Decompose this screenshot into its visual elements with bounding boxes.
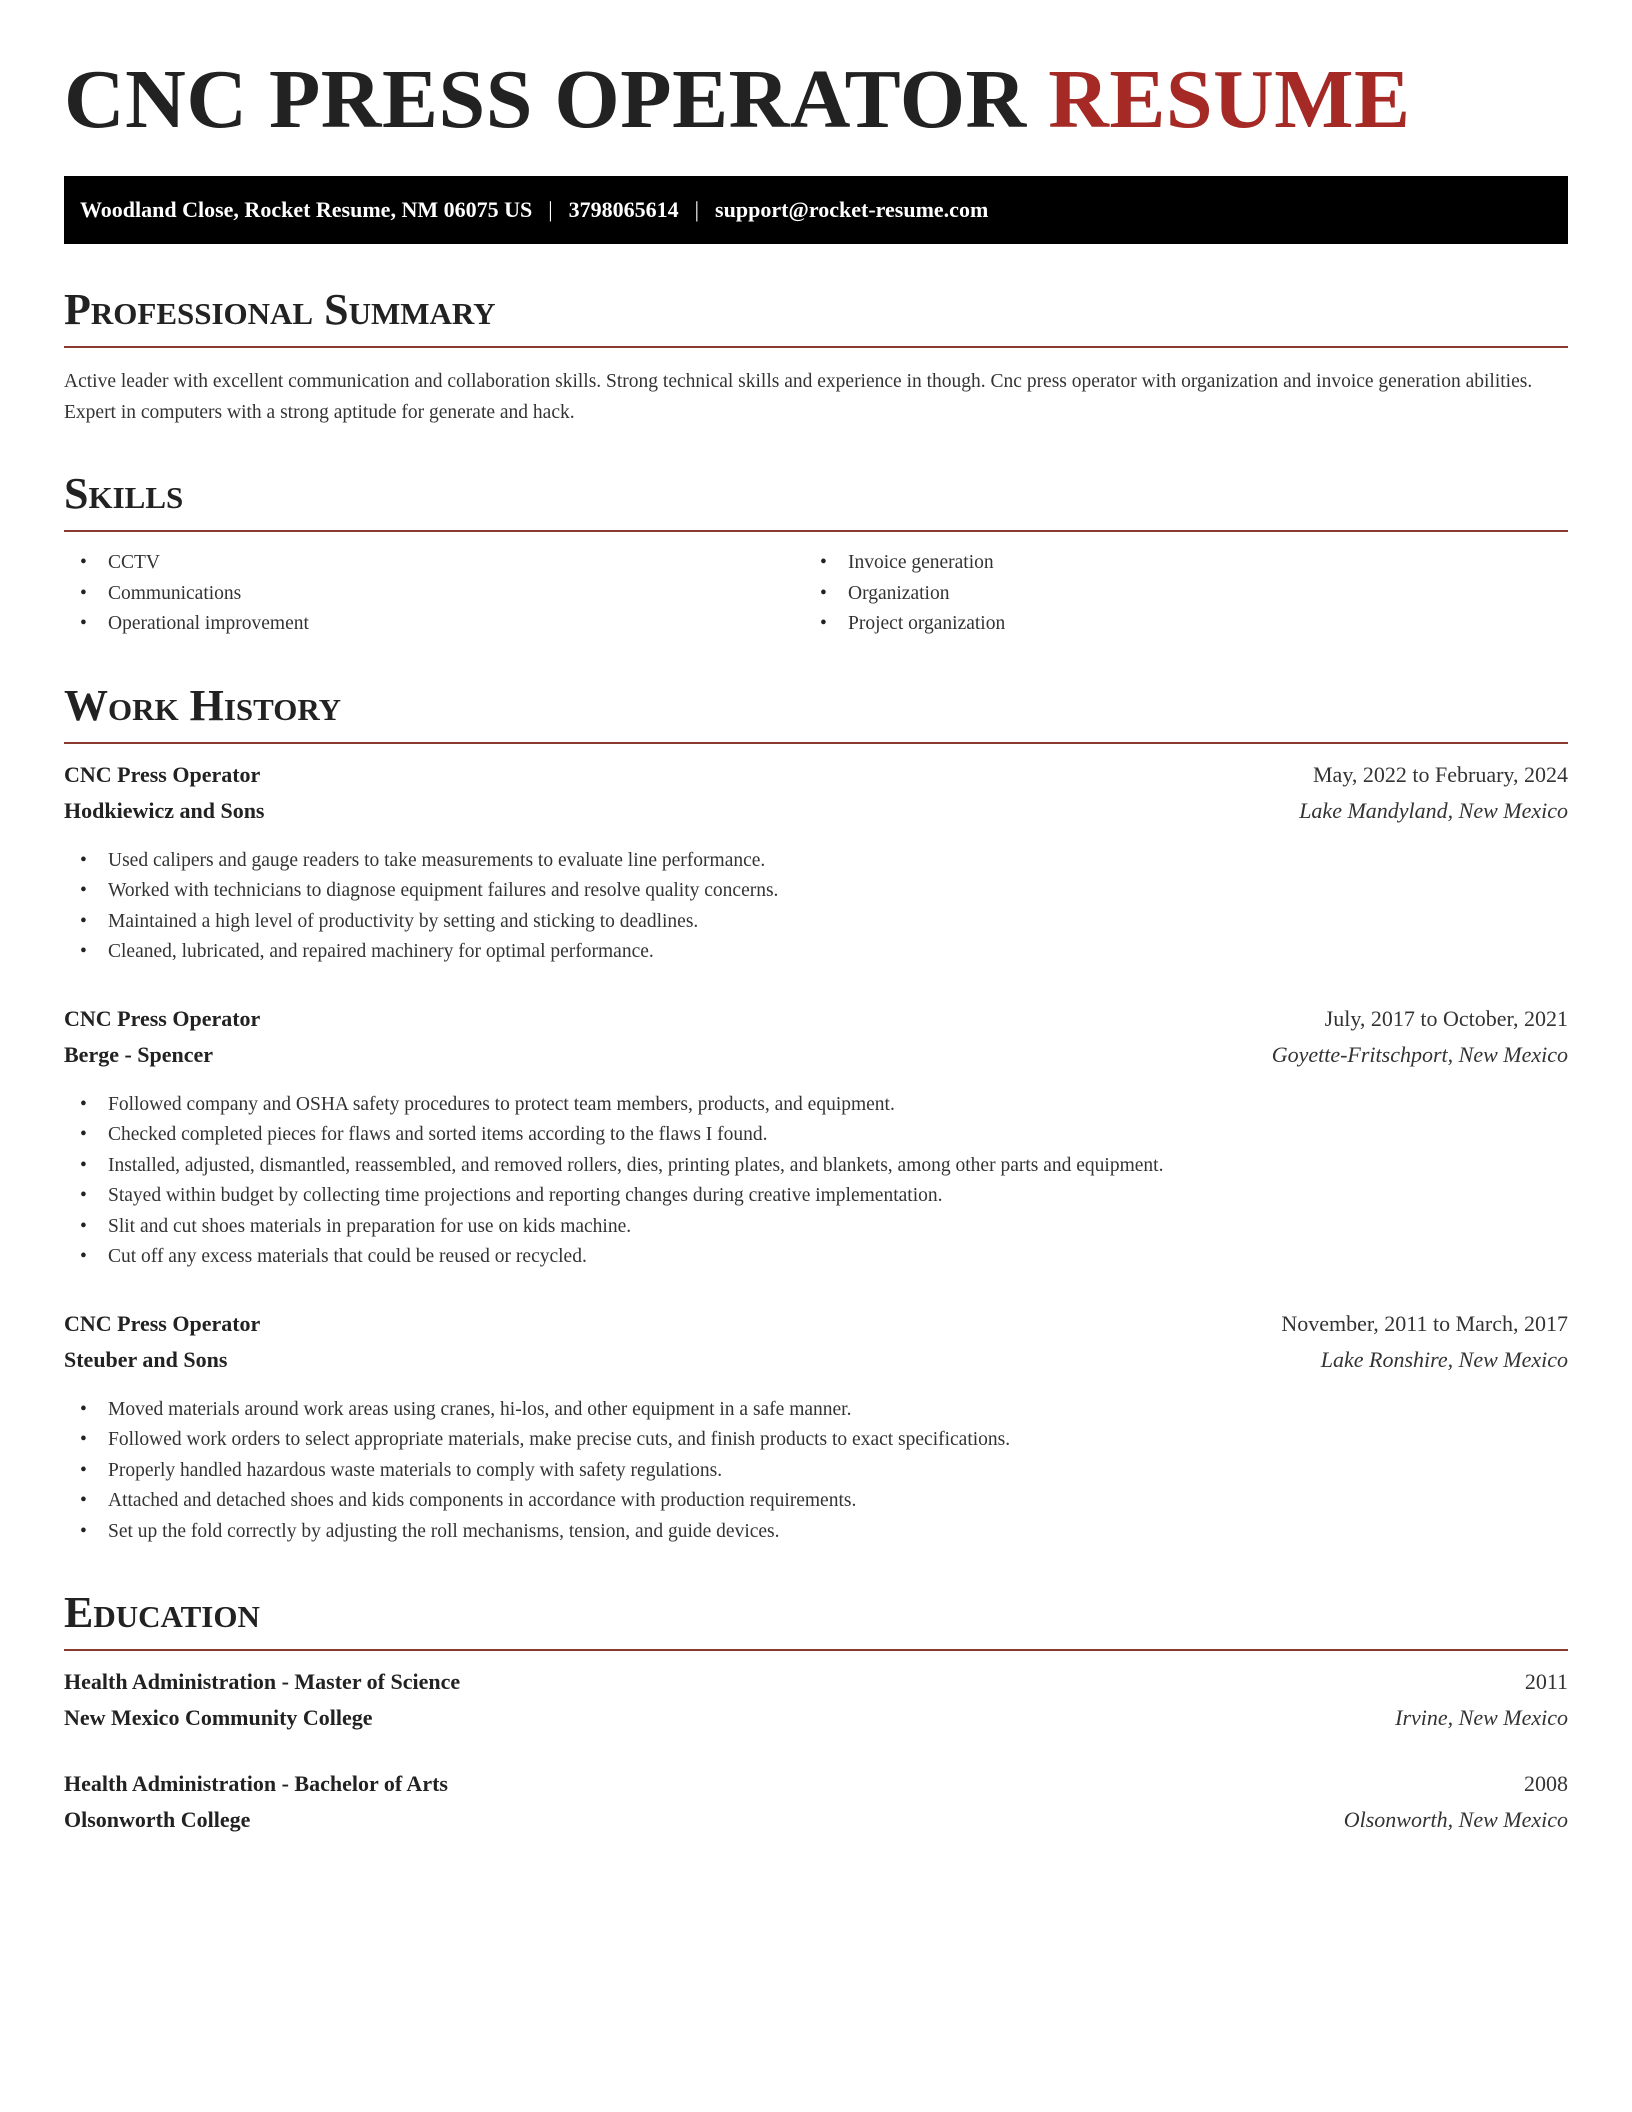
job-bullet: • Worked with technicians to diagnose equipment failures and resolve quality concerns. (64, 876, 1568, 907)
skill-item: • Operational improvement (64, 609, 804, 640)
contact-address: Woodland Close, Rocket Resume, NM 06075 US (80, 197, 533, 222)
education-entry (64, 1771, 1568, 1843)
job-bullet: • Used calipers and gauge readers to take measurements to evaluate line performance. (64, 846, 1568, 877)
skill-item: • Project organization (804, 609, 1544, 640)
job-entry (64, 762, 1568, 968)
job-company: Berge - Spencer (64, 1041, 214, 1067)
summary-section (64, 285, 1568, 428)
title-accent: RESUME (1048, 53, 1411, 146)
education-school: New Mexico Community College (64, 1705, 373, 1730)
title-main: CNC PRESS OPERATOR (64, 53, 1027, 146)
job-bullet: • Followed work orders to select appropriate materials, make precise cuts, and finish products to exact specifications. (64, 1425, 1568, 1456)
job-bullet: • Checked completed pieces for flaws and sorted items according to the flaws I found. (64, 1120, 1568, 1151)
job-location: Lake Mandyland, New Mexico (1299, 797, 1568, 823)
job-entry (64, 1006, 1568, 1273)
job-dates: November, 2011 to March, 2017 (1281, 1310, 1568, 1336)
job-entry (64, 1311, 1568, 1548)
work-history-heading: Work History (64, 684, 1568, 744)
education-location: Irvine, New Mexico (1395, 1705, 1568, 1730)
skill-item: • Invoice generation (804, 548, 1544, 579)
education-degree: Health Administration - Bachelor of Arts (64, 1771, 448, 1796)
education-degree: Health Administration - Master of Science (64, 1669, 461, 1694)
education-year: 2011 (1524, 1669, 1568, 1694)
job-location: Lake Ronshire, New Mexico (1320, 1346, 1568, 1372)
job-company: Hodkiewicz and Sons (64, 797, 265, 823)
contact-email: support@rocket-resume.com (715, 197, 989, 222)
summary-text: Active leader with excellent communication and collaboration skills. Strong technical skills and experience in though. Cnc press operator with organization and invoice generation abilities. Expert in computers with a strong aptitude for generate and hack. (64, 371, 1533, 423)
skills-grid (64, 548, 1568, 640)
job-title: CNC Press Operator (64, 1310, 261, 1336)
education-heading: Education (64, 1591, 1568, 1651)
skills-column-left (64, 548, 804, 640)
job-bullet: • Set up the fold correctly by adjusting the roll mechanisms, tension, and guide devices. (64, 1517, 1568, 1548)
job-bullet: • Maintained a high level of productivity by setting and sticking to deadlines. (64, 907, 1568, 938)
job-bullet: • Installed, adjusted, dismantled, reassembled, and removed rollers, dies, printing plates, and blankets, among other parts and equipment. (64, 1151, 1568, 1182)
job-bullet: • Stayed within budget by collecting time projections and reporting changes during creative implementation. (64, 1181, 1568, 1212)
job-bullet: • Properly handled hazardous waste materials to comply with safety regulations. (64, 1456, 1568, 1487)
job-bullet: • Followed company and OSHA safety procedures to protect team members, products, and equipment. (64, 1090, 1568, 1121)
job-title: CNC Press Operator (64, 761, 261, 787)
skills-heading: Skills (64, 472, 1568, 532)
skill-item: • CCTV (64, 548, 804, 579)
education-section (64, 1588, 1568, 1843)
education-year: 2008 (1524, 1771, 1568, 1796)
contact-separator: | (548, 197, 553, 222)
skills-section (64, 469, 1568, 640)
skill-item: • Organization (804, 579, 1544, 610)
job-title: CNC Press Operator (64, 1005, 261, 1031)
contact-separator: | (694, 197, 700, 222)
contact-phone: 3798065614 (568, 197, 679, 222)
skills-column-right (804, 548, 1544, 640)
education-entry (64, 1669, 1568, 1741)
work-history-section (64, 680, 1568, 1548)
job-bullet: • Attached and detached shoes and kids components in accordance with production requirements. (64, 1486, 1568, 1517)
job-bullet: • Cleaned, lubricated, and repaired machinery for optimal performance. (64, 937, 1568, 968)
education-school: Olsonworth College (64, 1807, 251, 1832)
resume-title (64, 53, 1568, 146)
summary-heading: Professional Summary (64, 288, 1568, 348)
job-bullet: • Slit and cut shoes materials in preparation for use on kids machine. (64, 1212, 1568, 1243)
job-dates: May, 2022 to February, 2024 (1313, 761, 1568, 787)
job-bullet: • Cut off any excess materials that could be reused or recycled. (64, 1242, 1568, 1273)
contact-bar (64, 176, 1568, 244)
job-location: Goyette-Fritschport, New Mexico (1271, 1041, 1568, 1067)
resume-page (64, 0, 1568, 1843)
job-company: Steuber and Sons (64, 1346, 228, 1372)
education-location: Olsonworth, New Mexico (1343, 1807, 1568, 1832)
skill-item: • Communications (64, 579, 804, 610)
job-bullet: • Moved materials around work areas using cranes, hi-los, and other equipment in a safe manner. (64, 1395, 1568, 1426)
job-dates: July, 2017 to October, 2021 (1324, 1005, 1568, 1031)
